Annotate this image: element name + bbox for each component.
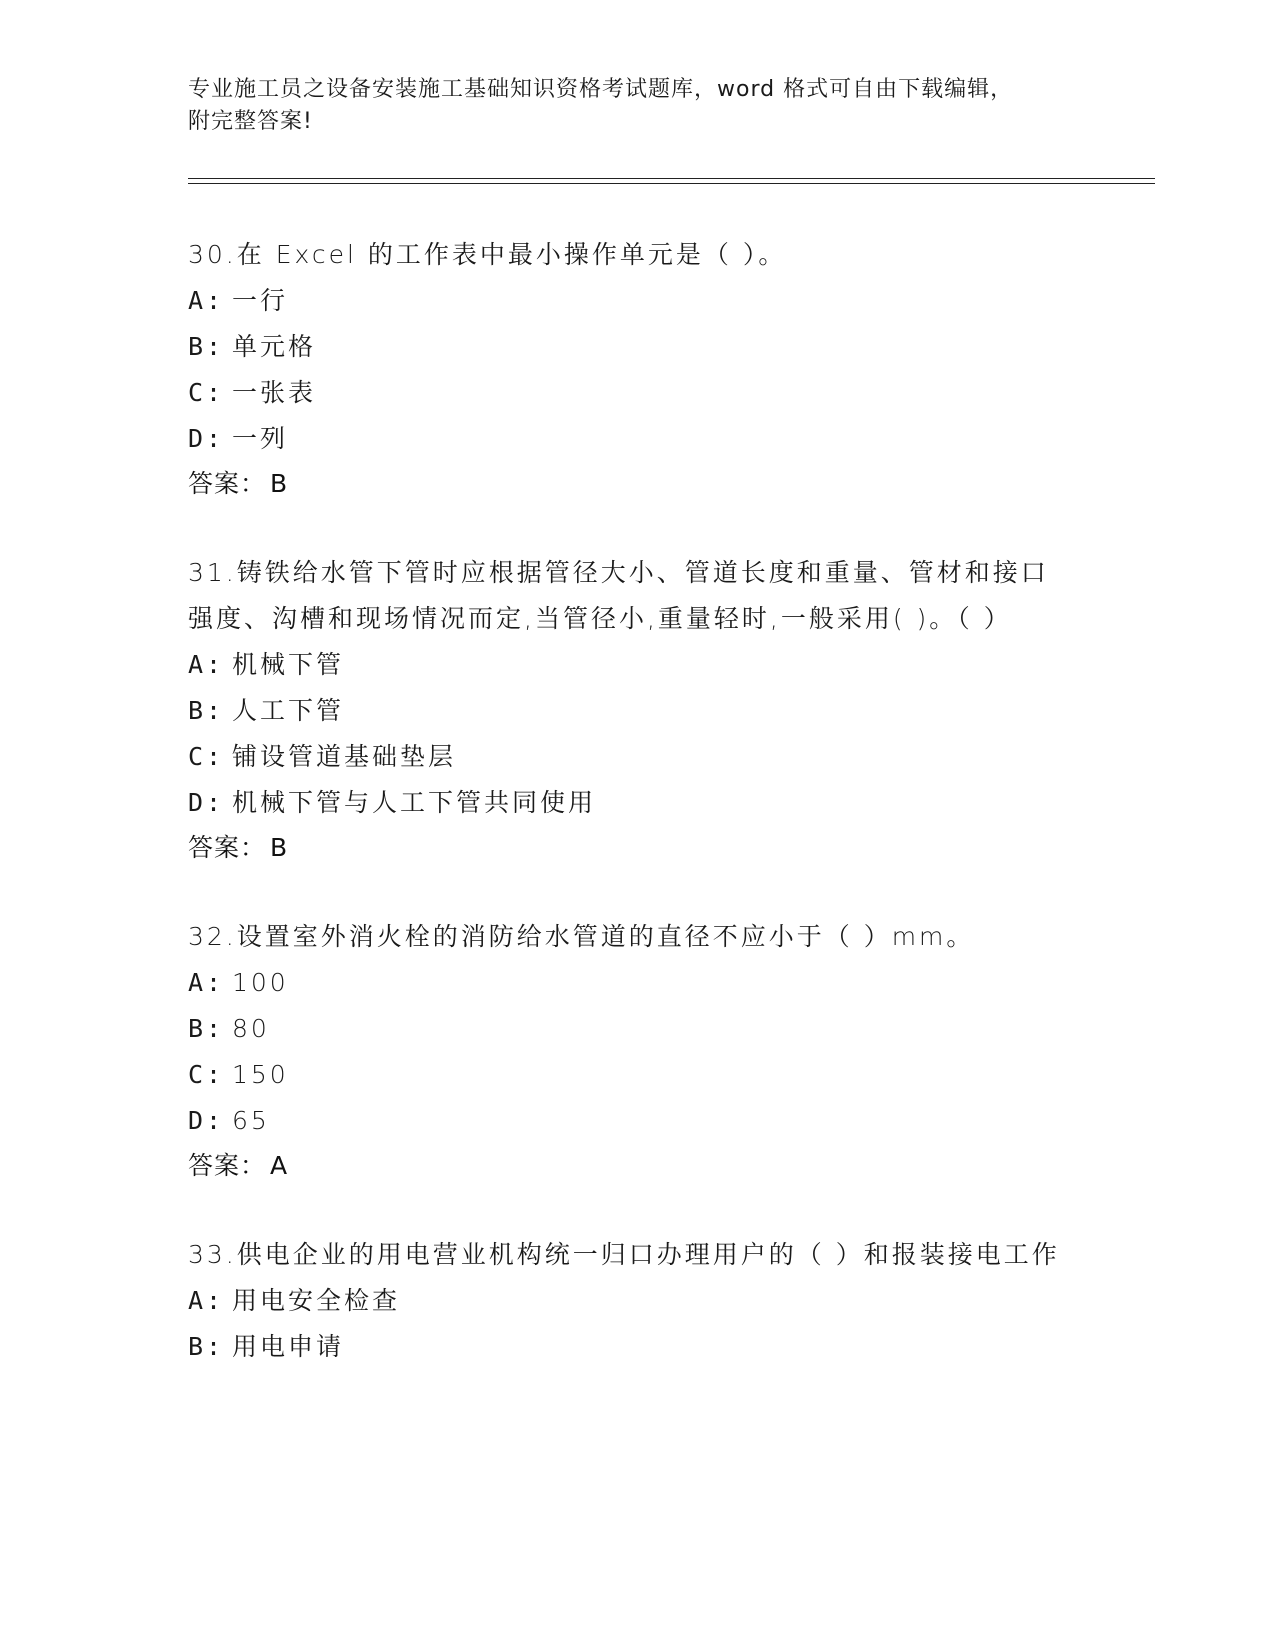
option-text: 单元格 [232, 332, 317, 361]
option-label: D: [188, 1106, 225, 1135]
option-label: C: [188, 1060, 225, 1089]
option-label: B: [188, 696, 225, 725]
option-text: 150 [232, 1060, 289, 1089]
option-text: 机械下管与人工下管共同使用 [232, 788, 597, 817]
answer-line [188, 462, 1088, 506]
option-label: C: [188, 378, 225, 407]
option-b [188, 1324, 1088, 1370]
question-text: 31.铸铁给水管下管时应根据管径大小、管道长度和重量、管材和接口强度、沟槽和现场情况而定,当管径小,重量轻时,一般采用( )。（ ） [188, 558, 1049, 633]
answer-line [188, 1144, 1088, 1188]
answer-value: B [270, 469, 289, 498]
header-line-2: 附完整答案! [188, 109, 313, 134]
question-text: 33.供电企业的用电营业机构统一归口办理用户的（ ）和报装接电工作 [188, 1240, 1060, 1269]
option-a [188, 642, 1088, 688]
option-d [188, 780, 1088, 826]
option-text: 用电安全检查 [232, 1286, 401, 1315]
header-divider-bottom [188, 183, 1155, 184]
option-b [188, 324, 1088, 370]
option-label: A: [188, 286, 225, 315]
answer-value: B [270, 833, 289, 862]
question-31 [188, 550, 1088, 870]
option-label: A: [188, 1286, 225, 1315]
option-a [188, 278, 1088, 324]
option-text: 用电申请 [232, 1332, 345, 1361]
option-label: A: [188, 968, 225, 997]
question-text: 32.设置室外消火栓的消防给水管道的直径不应小于（ ）mm。 [188, 922, 975, 951]
question-list [188, 232, 1088, 1414]
option-a [188, 960, 1088, 1006]
option-label: B: [188, 1014, 225, 1043]
option-text: 一列 [232, 424, 289, 453]
header-line-1: 专业施工员之设备安装施工基础知识资格考试题库，word 格式可自由下载编辑， [188, 77, 1014, 102]
option-c [188, 370, 1088, 416]
option-text: 一行 [232, 286, 289, 315]
option-label: D: [188, 788, 225, 817]
question-30 [188, 232, 1088, 506]
option-label: D: [188, 424, 225, 453]
option-label: A: [188, 650, 225, 679]
answer-label: 答案： [188, 833, 267, 862]
document-header [188, 74, 1088, 138]
option-text: 一张表 [232, 378, 317, 407]
option-b [188, 688, 1088, 734]
answer-line [188, 826, 1088, 870]
option-c [188, 1052, 1088, 1098]
option-label: B: [188, 1332, 225, 1361]
answer-value: A [270, 1151, 289, 1180]
option-text: 人工下管 [232, 696, 345, 725]
option-b [188, 1006, 1088, 1052]
question-32 [188, 914, 1088, 1188]
option-label: C: [188, 742, 225, 771]
option-text: 铺设管道基础垫层 [232, 742, 457, 771]
question-33 [188, 1232, 1088, 1370]
option-c [188, 734, 1088, 780]
option-a [188, 1278, 1088, 1324]
option-d [188, 1098, 1088, 1144]
option-text: 机械下管 [232, 650, 345, 679]
option-label: B: [188, 332, 225, 361]
option-text: 100 [232, 968, 289, 997]
option-text: 65 [232, 1106, 270, 1135]
answer-label: 答案： [188, 1151, 267, 1180]
question-text: 30.在 Excel 的工作表中最小操作单元是（ ）。 [188, 240, 787, 269]
option-text: 80 [232, 1014, 270, 1043]
option-d [188, 416, 1088, 462]
header-divider-top [188, 178, 1155, 179]
answer-label: 答案： [188, 469, 267, 498]
